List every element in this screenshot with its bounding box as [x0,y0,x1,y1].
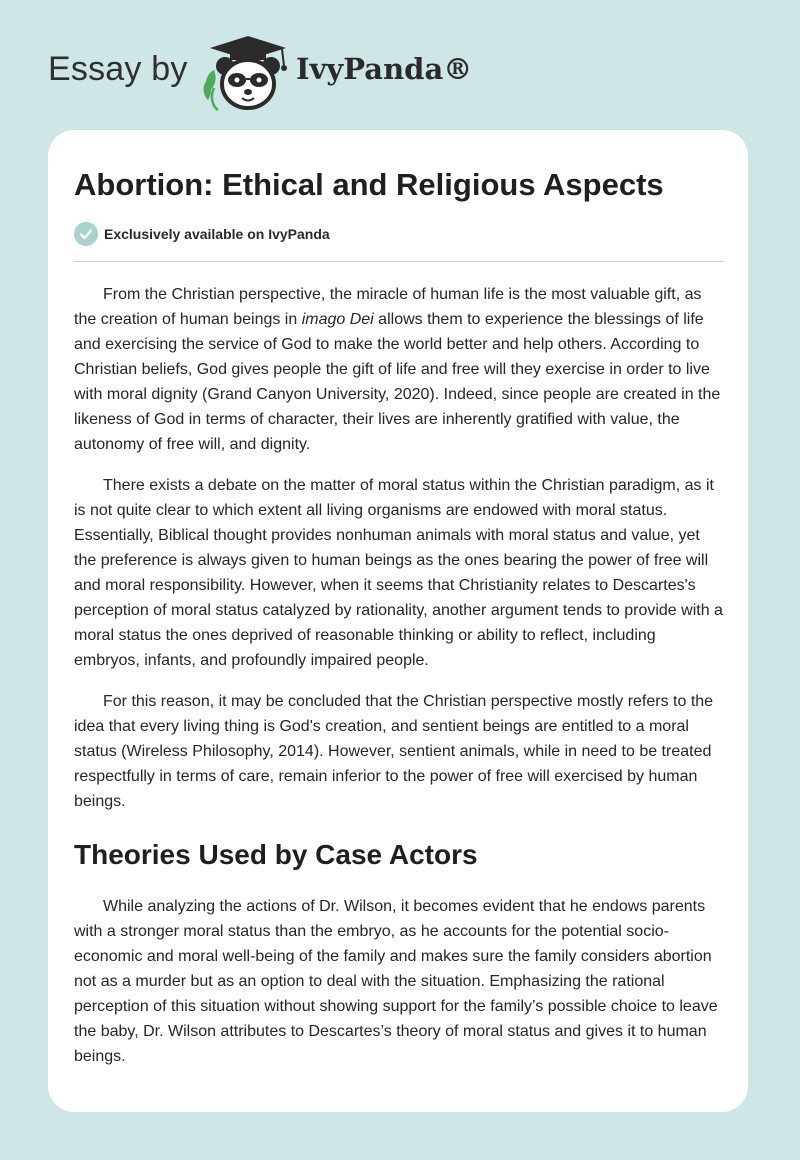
section-heading: Theories Used by Case Actors [74,839,478,870]
paragraph-3: For this reason, it may be concluded that the Christian perspective mostly refers to the idea that every living thing is God's creation, and sentient beings are entitled to a moral status (Wireless Philosophy, 2014). However, sentient animals, while in need to be treated respectfully in terms of care, remain inferior to the power of free will exercised by human beings. [74,693,714,810]
paragraph-1-before: From the Christian perspective, the miracle of human life is the most valuable gift, as the creation of human beings in [74,286,702,328]
leaf-icon [204,70,219,110]
article-title: Abortion: Ethical and Religious Aspects [74,167,664,202]
panda-graduate-icon[interactable] [200,32,296,114]
site-header [0,0,800,130]
availability-note [74,222,330,246]
article-content [74,282,724,1085]
paragraph-1 [74,282,724,457]
latin-term: imago Dei [301,311,374,328]
brand-prefix: Essay by [48,50,188,88]
check-icon [74,222,98,246]
paragraph-4: While analyzing the actions of Dr. Wilson, it becomes evident that he endows parents with a stronger moral status than the embryo, as he accounts for the potential socio-economic and moral well-being of the family and makes sure the family considers abortion not as a murder but as an option to deal with the situation. Emphasizing the rational perception of this situation without showing support for the family’s possible choice to leave the baby, Dr. Wilson attributes to Descartes’s theory of moral status and gives it to human beings. [74,898,718,1065]
brand-name[interactable]: IvyPanda® [296,52,473,86]
paragraph-2: There exists a debate on the matter of moral status within the Christian paradigm, as it is not quite clear to which extent all living organisms are endowed with moral status. Essentially, Biblical thought provides nonhuman animals with moral status and value, yet the preference is always given to human beings as the ones bearing the power of free will and moral responsibility. However, when it seems that Christianity relates to Descartes's perception of moral status catalyzed by rationality, another argument tends to provide with a moral status the ones deprived of reasonable thinking or ability to reflect, including embryos, infants, and profoundly impaired people. [74,477,723,669]
availability-text: Exclusively available on IvyPanda [104,226,330,242]
paragraph-1-after: allows them to experience the blessings of life and exercising the service of God to make the world better and help others. According to Christian beliefs, God gives people the gift of life and free will they exercise in order to live with moral dignity (Grand Canyon University, 2020). Indeed, since people are created in the likeness of God in terms of character, their lives are inherently gratified with value, the autonomy of free will, and dignity. [74,311,721,453]
article-card [48,130,748,1112]
divider [74,261,724,262]
